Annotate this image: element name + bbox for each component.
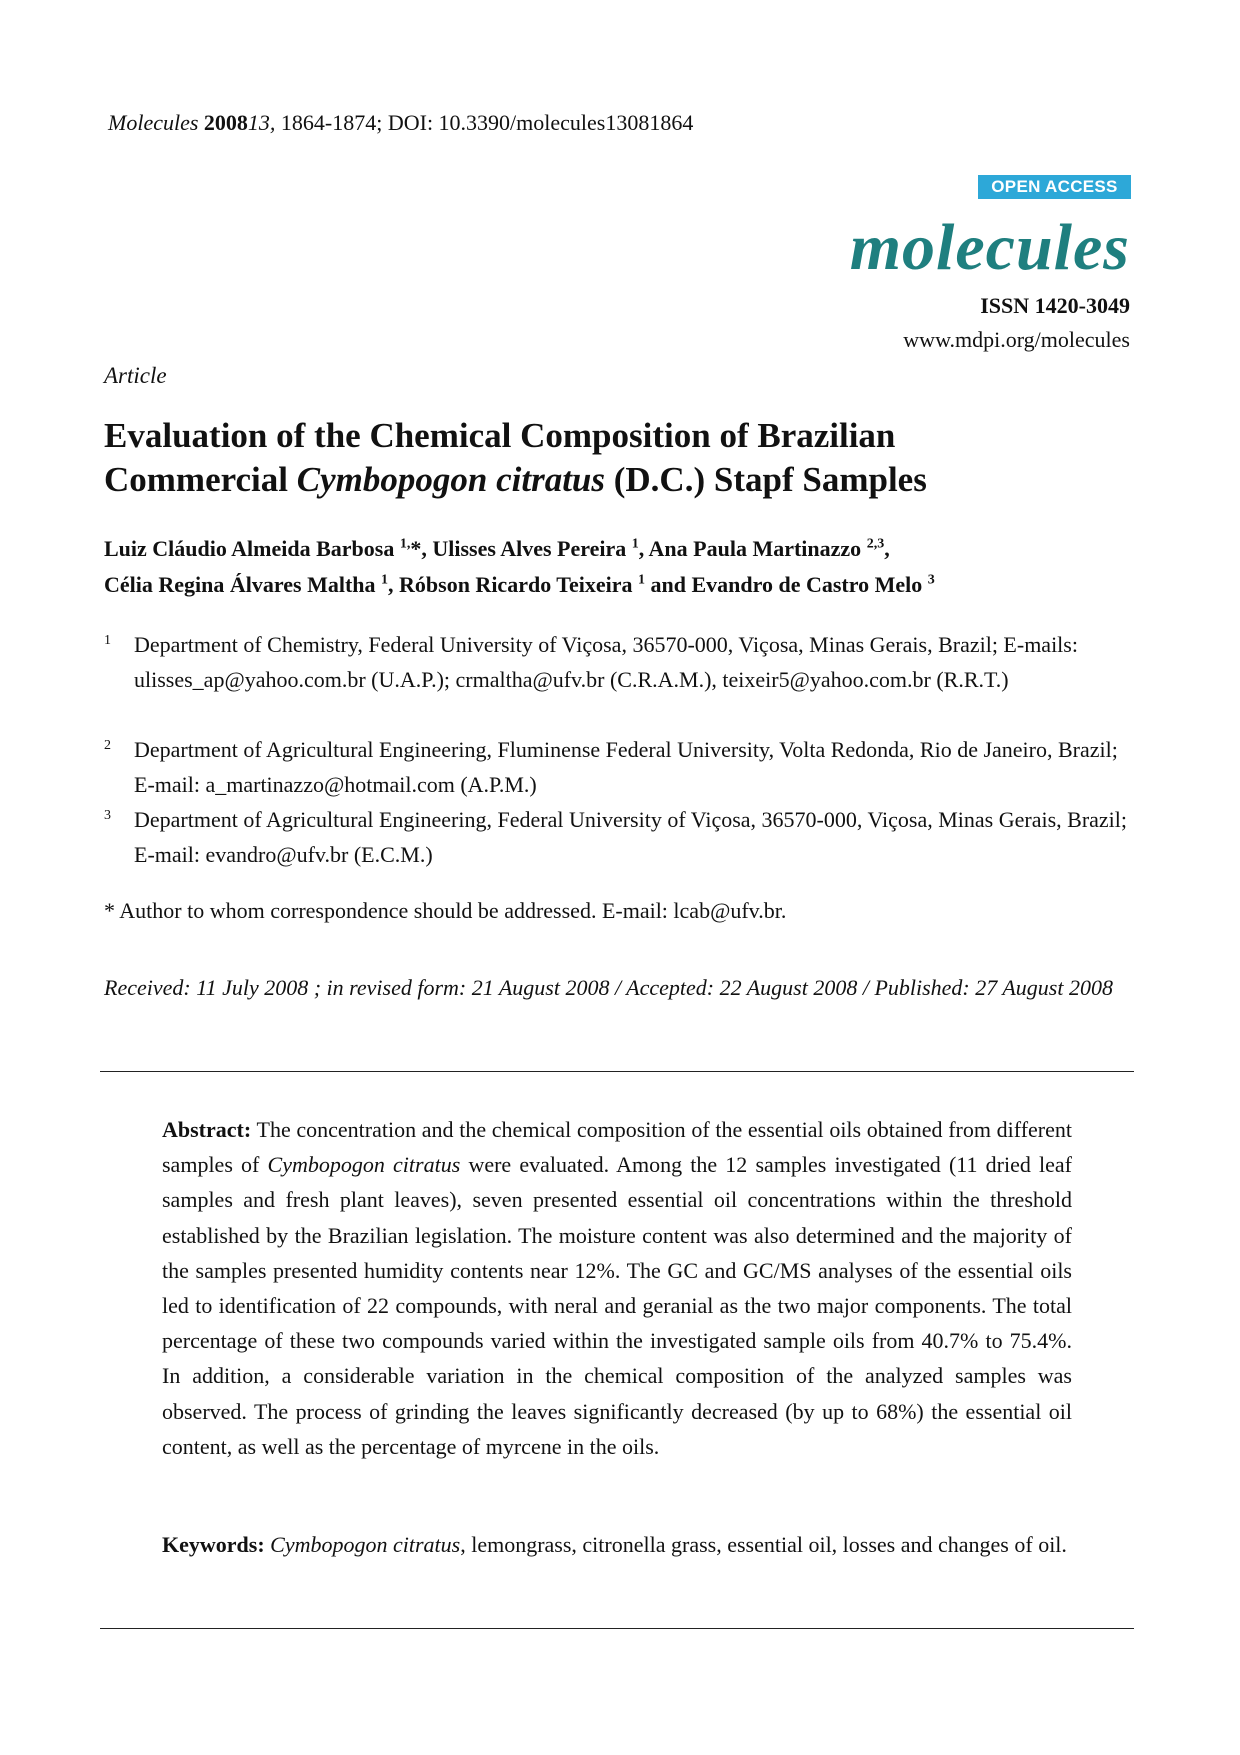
abstract-text-2: were evaluated. Among the 12 samples investigated (11 dried leaf samples and fresh plant leaves), seven presented essential oil concentrations within the threshold established by the Brazilian legislation. The moisture content was also determined and the majority of the samples presented humidity contents near 12%. The GC and GC/MS analyses of the essential oils led to identification of 22 compounds, with neral and geranial as the two major components. The total percentage of these two compounds varied within the investigated sample oils from 40.7% to 75.4%. In addition, a considerable variation in the chemical composition of the analyzed samples was observed. The process of grinding the leaves significantly decreased (by up to 68%) the essential oil content, as well as the percentage of myrcene in the oils. (162, 1152, 1072, 1459)
abstract (162, 1112, 1072, 1464)
keywords (162, 1527, 1072, 1562)
author-name: Ana Paula Martinazzo (648, 536, 862, 561)
citation-line (108, 110, 693, 136)
keywords-species: Cymbopogon citratus (270, 1532, 461, 1557)
title-species: Cymbopogon citratus (296, 460, 605, 499)
author-name: Luiz Cláudio Almeida Barbosa (104, 536, 395, 561)
affiliation-number: 2 (104, 738, 111, 753)
author-name: Ulisses Alves Pereira (432, 536, 627, 561)
issn: ISSN 1420-3049 (980, 293, 1130, 318)
article-type: Article (104, 363, 167, 388)
author-affiliation: 1, (399, 536, 411, 552)
author-line-2 (104, 567, 1144, 603)
publication-history: Received: 11 July 2008 ; in revised form: 21 August 2008 / Accepted: 22 August 2008 / Published: 27 August 2008 (104, 975, 1113, 1000)
title-line-2-pre: Commercial (104, 460, 289, 499)
journal-name: Molecules (108, 110, 199, 135)
author-affiliation: 1 (637, 572, 645, 588)
keywords-label: Keywords: (162, 1532, 265, 1557)
title-line-1: Evaluation of the Chemical Composition of Brazilian (104, 416, 896, 455)
correspondence-note: * Author to whom correspondence should be addressed. E-mail: lcab@ufv.br. (104, 898, 787, 923)
author-name: Róbson Ricardo Teixeira (399, 572, 633, 597)
divider-top (100, 1071, 1134, 1072)
title-line-2 (104, 458, 1144, 502)
journal-logo: molecules (849, 211, 1130, 284)
abstract-text-1: The concentration and the chemical composition of the essential oils obtained from different samples of (162, 1117, 1072, 1178)
divider-bottom (100, 1628, 1134, 1629)
abstract-species: Cymbopogon citratus (267, 1152, 461, 1178)
author-affiliation: 3 (927, 572, 935, 588)
author-affiliation: 1 (381, 572, 389, 588)
author-separator: and (650, 572, 686, 597)
paper-title (104, 414, 1144, 502)
affiliation-text: Department of Chemistry, Federal University of Viçosa, 36570-000, Viçosa, Minas Gerais, Brazil; E-mails: ulisses_ap@yahoo.com.br (U.A.P.); crmaltha@ufv.br (C.R.A.M.), teixeir5@yahoo.com.br (R.R.T.) (134, 632, 1078, 692)
author-affiliation: 2,3 (866, 536, 885, 552)
journal-year: 2008 (203, 110, 248, 135)
journal-website-link[interactable]: www.mdpi.org/molecules (903, 327, 1130, 352)
journal-pages-doi: 1864-1874; DOI: 10.3390/molecules13081864 (280, 110, 694, 135)
author-list (104, 531, 1144, 603)
author-name: Evandro de Castro Melo (691, 572, 923, 597)
author-affiliation: 1 (631, 536, 639, 552)
keywords-list: , lemongrass, citronella grass, essential oil, losses and changes of oil. (460, 1532, 1067, 1557)
abstract-label: Abstract: (162, 1117, 252, 1142)
author-separator: , (421, 536, 427, 561)
author-separator: , (388, 572, 394, 597)
author-separator: , (884, 536, 890, 561)
author-separator: , (638, 536, 645, 561)
open-access-badge: OPEN ACCESS (978, 175, 1131, 199)
author-line-1 (104, 531, 1144, 567)
affiliation-number: 3 (104, 808, 111, 823)
title-line-2-post: (D.C.) Stapf Samples (613, 460, 927, 499)
affiliation-text: Department of Agricultural Engineering, Fluminense Federal University, Volta Redonda, Rio de Janeiro, Brazil; E-mail: a_martinazzo@hotmail.com (A.P.M.) (134, 737, 1118, 797)
affiliation-number: 1 (104, 633, 111, 648)
affiliation-text: Department of Agricultural Engineering, Federal University of Viçosa, 36570-000, Viçosa, Minas Gerais, Brazil; E-mail: evandro@ufv.br (E.C.M.) (134, 807, 1128, 867)
journal-volume: 13, (247, 110, 276, 135)
corresponding-star: * (410, 536, 422, 561)
author-name: Célia Regina Álvares Maltha (104, 572, 376, 597)
